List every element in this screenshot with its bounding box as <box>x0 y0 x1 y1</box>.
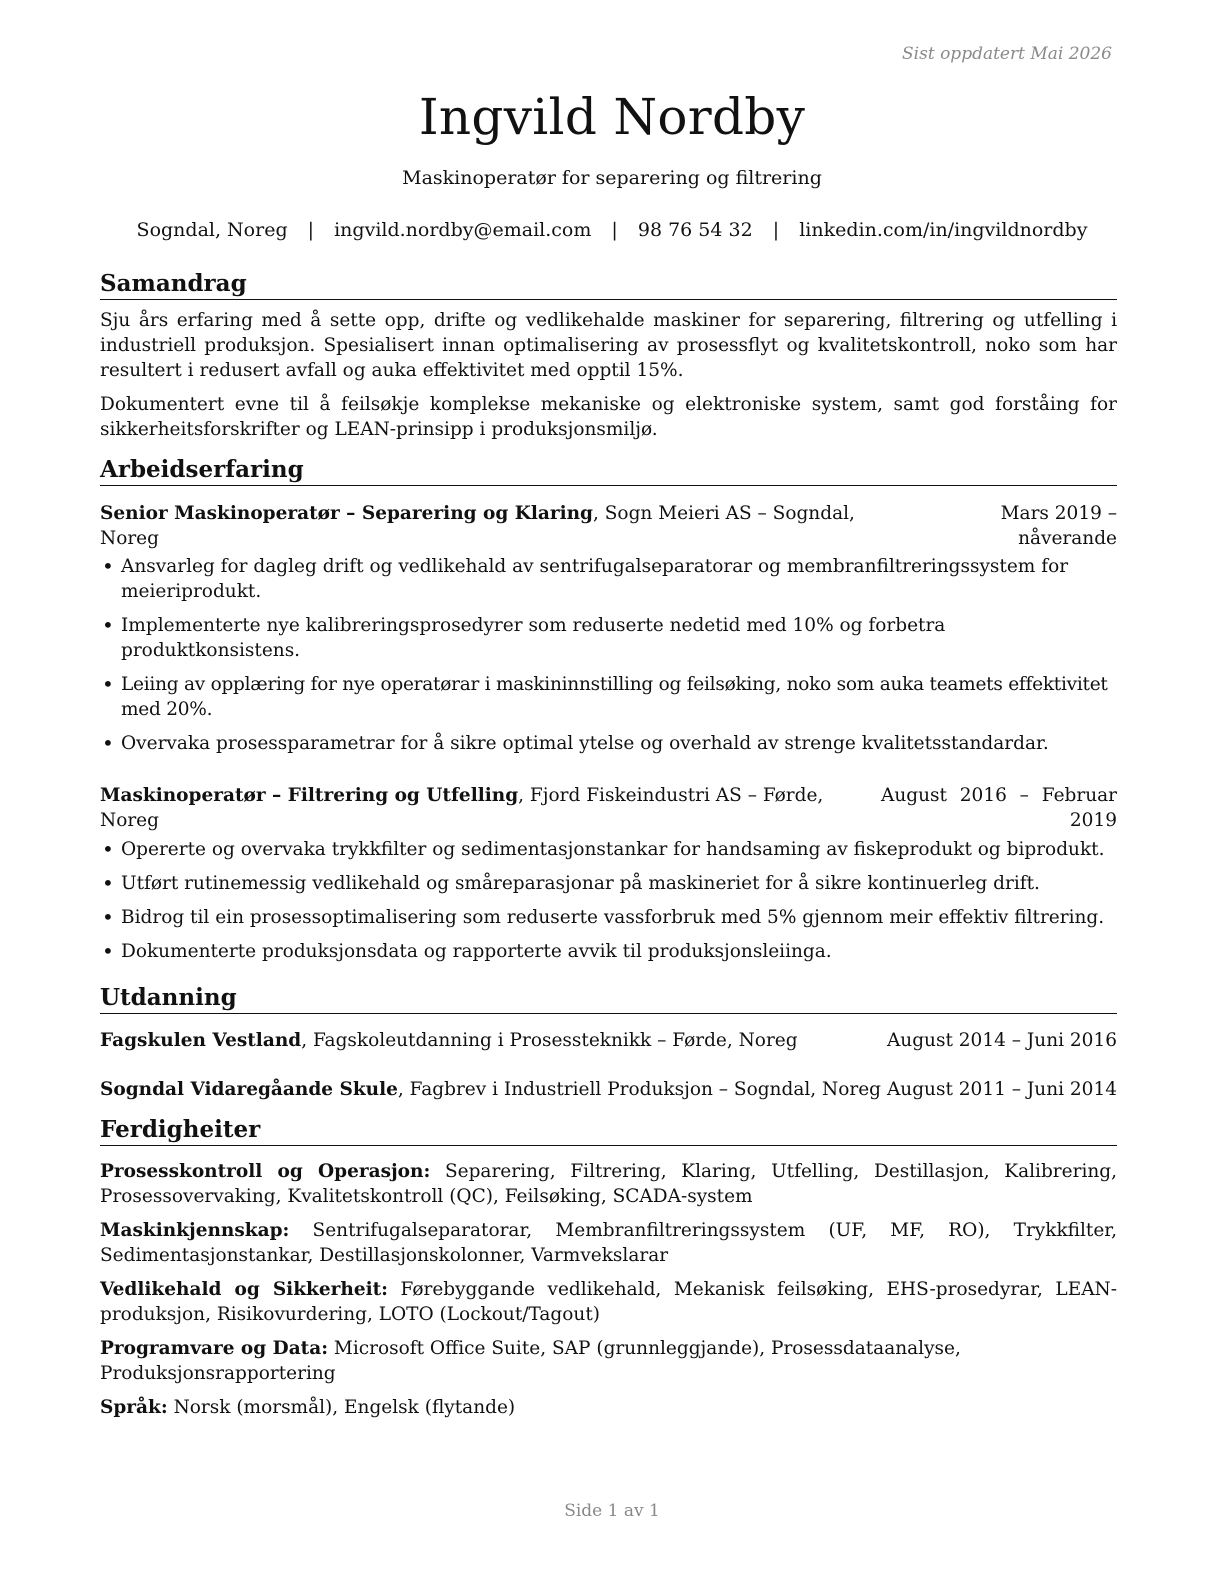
contact-location: Sogndal, Noreg <box>136 219 288 241</box>
skills-heading: Ferdigheiter <box>100 1116 1117 1146</box>
skill-list: Førebyggande vedlikehald, Mekanisk feilsøking, EHS-prosedyrar, LEAN-produksjon, Risikovurdering, LOTO (Lockout/Tagout) <box>100 1279 1118 1325</box>
skill-group <box>100 1218 1117 1268</box>
job-title: Senior Maskinoperatør – Separering og Klaring <box>100 503 593 524</box>
skills-section <box>100 1116 1117 1420</box>
summary-paragraph: Dokumentert evne til å feilsøkje komplekse mekaniske og elektroniske system, samt god forståing for sikkerheitsforskrifter og LEAN-prinsipp i produksjonsmiljø. <box>100 394 1117 440</box>
list-item: • Implementerte nye kalibreringsprosedyrer som reduserte nedetid med 10% og forbetra produktkonsistens. <box>100 613 1117 663</box>
job-employer: , Fjord Fiskeindustri AS – Førde, Noreg <box>100 785 824 831</box>
skill-group <box>100 1395 1117 1420</box>
education-dates: August 2014 – Juni 2016 <box>886 1030 1117 1051</box>
skill-group <box>100 1159 1117 1209</box>
skill-label: Prosesskontroll og Operasjon: <box>100 1161 431 1182</box>
list-item: • Dokumenterte produksjonsdata og rapporterte avvik til produksjonsleiinga. <box>100 939 1117 964</box>
education-title-line <box>100 1077 881 1102</box>
last-updated-note: Sist oppdatert Mai 2026 <box>902 44 1112 64</box>
experience-heading: Arbeidserfaring <box>100 456 1117 486</box>
skill-list: Microsoft Office Suite, SAP (grunnleggjande), Prosessdataanalyse, Produksjonsrapportering <box>100 1338 961 1384</box>
job-entry <box>100 501 1117 756</box>
education-entry <box>100 1077 1117 1102</box>
school-name: Sogndal Vidaregåande Skule <box>100 1079 398 1100</box>
list-item: • Ansvarleg for dagleg drift og vedlikehald av sentrifugalseparatorar og membranfiltreringssystem for meieriprodukt. <box>100 554 1117 604</box>
resume-body <box>100 270 1117 1420</box>
education-title-line <box>100 1028 798 1053</box>
education-heading: Utdanning <box>100 984 1117 1014</box>
skill-group <box>100 1336 1117 1386</box>
contact-line <box>0 219 1224 241</box>
education-detail: , Fagbrev i Industriell Produksjon – Sogndal, Noreg <box>397 1079 881 1100</box>
skill-list: Sentrifugalseparatorar, Membranfiltreringssystem (UF, MF, RO), Trykkfilter, Sedimentasjonstankar, Destillasjonskolonner, Varmvekslarar <box>100 1220 1117 1266</box>
contact-phone: 98 76 54 32 <box>637 219 753 241</box>
job-header <box>100 783 1117 833</box>
skill-list: Separering, Filtrering, Klaring, Utfelling, Destillasjon, Kalibrering, Prosessovervaking, Kvalitetskontroll (QC), Feilsøking, SCADA-system <box>100 1161 1117 1207</box>
contact-email[interactable]: ingvild.nordby@email.com <box>334 219 592 241</box>
education-section <box>100 984 1117 1102</box>
job-title-line <box>100 501 907 551</box>
job-dates: August 2016 – Februar 2019 <box>881 785 1117 831</box>
list-item: • Bidrog til ein prosessoptimalisering som reduserte vassforbruk med 5% gjennom meir effektiv filtrering. <box>100 905 1117 930</box>
contact-linkedin[interactable]: linkedin.com/in/ingvildnordby <box>799 219 1088 241</box>
list-item: • Utført rutinemessig vedlikehald og småreparasjonar på maskineriet for å sikre kontinuerleg drift. <box>100 871 1117 896</box>
skill-group <box>100 1277 1117 1327</box>
page-number: Side 1 av 1 <box>564 1501 660 1521</box>
summary-heading: Samandrag <box>100 270 1117 300</box>
job-entry <box>100 783 1117 964</box>
school-name: Fagskulen Vestland <box>100 1030 302 1051</box>
education-entry <box>100 1028 1117 1053</box>
skill-list: Norsk (morsmål), Engelsk (flytande) <box>167 1397 516 1418</box>
job-bullets <box>100 554 1117 756</box>
contact-separator: | <box>772 219 780 241</box>
job-dates: Mars 2019 – nåverande <box>1000 503 1117 549</box>
contact-separator: | <box>307 219 315 241</box>
list-item: • Leiing av opplæring for nye operatørar i maskininnstilling og feilsøking, noko som auka teamets effektivitet med 20%. <box>100 672 1117 722</box>
education-dates: August 2011 – Juni 2014 <box>886 1079 1117 1100</box>
summary-section <box>100 270 1117 442</box>
contact-separator: | <box>611 219 618 241</box>
list-item: • Overvaka prosessparametrar for å sikre optimal ytelse og overhald av strenge kvalitetsstandardar. <box>100 731 1117 756</box>
experience-section <box>100 456 1117 964</box>
skill-label: Programvare og Data: <box>100 1338 329 1359</box>
job-title: Maskinoperatør – Filtrering og Utfelling <box>100 785 519 806</box>
job-header <box>100 501 1117 551</box>
education-detail: , Fagskoleutdanning i Prosessteknikk – Førde, Noreg <box>301 1030 798 1051</box>
skill-label: Vedlikehald og Sikkerheit: <box>100 1279 388 1300</box>
candidate-name: Ingvild Nordby <box>418 88 806 146</box>
skill-label: Maskinkjennskap: <box>100 1220 290 1241</box>
list-item: • Opererte og overvaka trykkfilter og sedimentasjonstankar for handsaming av fiskeprodukt og biprodukt. <box>100 837 1117 862</box>
job-subtitle: Maskinoperatør for separering og filtrering <box>402 167 822 189</box>
skill-label: Språk: <box>100 1397 168 1418</box>
summary-paragraph: Sju års erfaring med å sette opp, drifte og vedlikehalde maskiner for separering, filtrering og utfelling i industriell produksjon. Spesialisert innan optimalisering av prosessflyt og kvalitetskontroll, noko som har resultert i redusert avfall og auka effektivitet med opptil 15%. <box>100 310 1117 381</box>
job-employer: , Sogn Meieri AS – Sogndal, Noreg <box>100 503 855 549</box>
job-bullets <box>100 837 1117 964</box>
job-title-line <box>100 783 881 833</box>
